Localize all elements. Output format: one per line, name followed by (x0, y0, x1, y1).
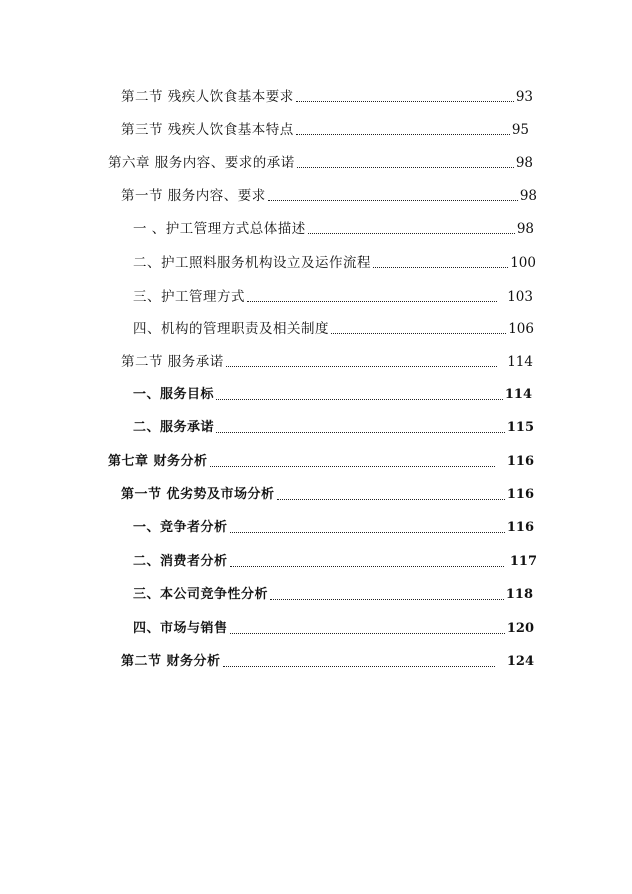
toc-entry-title: 三、护工管理方式 (133, 289, 245, 305)
toc-entry-title: 第二节 服务承诺 (121, 354, 224, 370)
toc-entry-title: 第一节 服务内容、要求 (121, 188, 266, 204)
toc-dot-leader (277, 499, 505, 500)
toc-dot-leader (308, 233, 515, 234)
toc-entry (133, 250, 536, 272)
toc-entry (133, 582, 533, 604)
toc-entry (133, 284, 533, 306)
toc-entry-page: 98 (516, 221, 534, 237)
toc-entry-page: 100 (510, 255, 536, 271)
toc-entry-title: 第二节 残疾人饮食基本要求 (121, 89, 294, 105)
toc-entry (108, 449, 534, 471)
toc-entry (133, 515, 534, 537)
toc-entry-page: 98 (515, 155, 533, 171)
toc-dot-leader (297, 167, 514, 168)
toc-entry (121, 183, 537, 205)
toc-entry (108, 150, 533, 172)
toc-dot-leader (226, 366, 497, 367)
toc-entry (121, 649, 534, 671)
toc-entry-title: 第七章 财务分析 (108, 454, 208, 469)
toc-entry-title: 一 、护工管理方式总体描述 (133, 221, 306, 237)
toc-entry (133, 316, 534, 338)
toc-entry-title: 二、护工照料服务机构设立及运作流程 (133, 255, 371, 271)
toc-dot-leader (247, 301, 497, 302)
toc-entry-page: 118 (505, 587, 533, 602)
toc-entry (133, 415, 534, 437)
toc-entry-page: 103 (507, 289, 533, 305)
toc-dot-leader (373, 267, 508, 268)
toc-dot-leader (223, 666, 495, 667)
toc-entry-title: 四、机构的管理职责及相关制度 (133, 321, 329, 337)
toc-entry-title: 二、服务承诺 (133, 420, 215, 435)
toc-entry (121, 117, 529, 139)
toc-entry-page: 93 (515, 89, 533, 105)
toc-dot-leader (230, 566, 504, 567)
toc-entry (121, 349, 533, 371)
toc-entry-title: 三、本公司竞争性分析 (133, 587, 269, 602)
toc-entry-title: 一、服务目标 (133, 387, 215, 402)
toc-entry (121, 84, 533, 106)
toc-entry-page: 95 (511, 122, 529, 138)
toc-entry-page: 120 (506, 621, 534, 636)
toc-dot-leader (296, 134, 510, 135)
toc-entry-page: 106 (508, 321, 534, 337)
toc-entry-title: 第三节 残疾人饮食基本特点 (121, 122, 294, 138)
toc-entry-page: 124 (506, 654, 534, 669)
toc-entry-title: 四、市场与销售 (133, 621, 228, 636)
toc-entry-page: 114 (504, 387, 532, 402)
toc-dot-leader (230, 532, 505, 533)
toc-dot-leader (216, 432, 505, 433)
toc-entry-page: 114 (507, 354, 533, 370)
toc-entry (133, 549, 537, 571)
toc-entry (133, 382, 532, 404)
toc-dot-leader (230, 633, 505, 634)
toc-entry (133, 216, 534, 238)
toc-dot-leader (296, 101, 514, 102)
toc-entry-page: 115 (506, 420, 534, 435)
toc-dot-leader (210, 466, 495, 467)
toc-dot-leader (331, 333, 506, 334)
toc-entry-page: 117 (509, 554, 537, 569)
toc-dot-leader (216, 399, 503, 400)
toc-entry-title: 一、竞争者分析 (133, 520, 228, 535)
toc-entry-title: 第一节 优劣势及市场分析 (121, 487, 275, 502)
toc-entry-title: 第六章 服务内容、要求的承诺 (108, 155, 295, 171)
toc-entry (121, 482, 534, 504)
toc-entry-page: 98 (519, 188, 537, 204)
toc-entry-page: 116 (506, 487, 534, 502)
toc-entry-page: 116 (506, 520, 534, 535)
toc-entry-title: 第二节 财务分析 (121, 654, 221, 669)
toc-entry (133, 616, 534, 638)
toc-entry-page: 116 (506, 454, 534, 469)
toc-dot-leader (270, 599, 504, 600)
toc-entry-title: 二、消费者分析 (133, 554, 228, 569)
toc-dot-leader (268, 200, 518, 201)
